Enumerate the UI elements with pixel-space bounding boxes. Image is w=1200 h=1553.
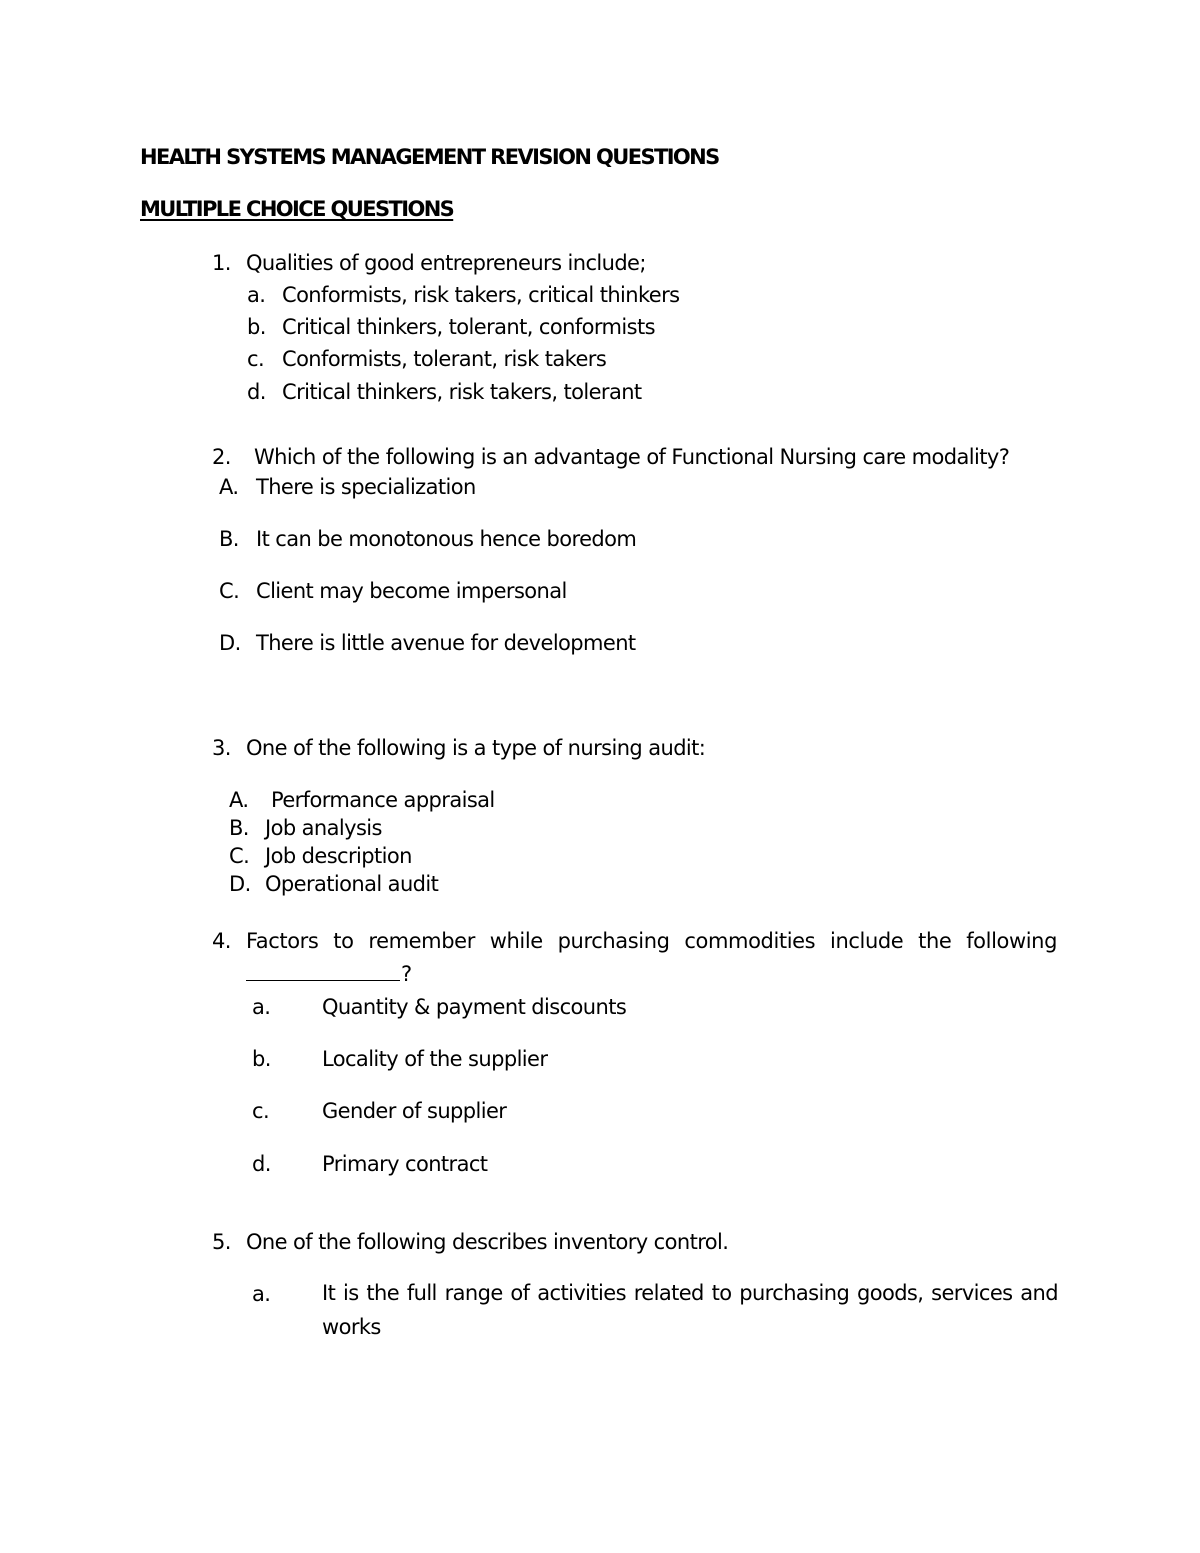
option-label: D. [229,872,251,896]
question-text: One of the following is a type of nursing audit: [246,736,706,760]
option-label: d. [252,1152,271,1176]
question-text: Factors to remember while purchasing commodities include the following [246,929,1057,953]
question-number: 2. [212,445,231,469]
option-label: A. [219,475,239,499]
option-text: Conformists, risk takers, critical thinkers [282,283,680,307]
answer-blank [246,962,400,981]
section-heading: MULTIPLE CHOICE QUESTIONS [140,197,454,221]
option-label: b. [252,1047,271,1071]
option-text: There is little avenue for development [256,631,636,655]
option-text: Critical thinkers, risk takers, tolerant [282,380,642,404]
option-label: B. [219,527,239,551]
option-label: c. [247,347,265,371]
document-title: HEALTH SYSTEMS MANAGEMENT REVISION QUESTIONS [140,145,719,169]
option-text: Job analysis [265,816,382,840]
option-text: Client may become impersonal [256,579,567,603]
option-text: Primary contract [322,1152,488,1176]
option-text: Operational audit [265,872,439,896]
option-label: a. [252,995,271,1019]
option-text: It can be monotonous hence boredom [256,527,637,551]
option-label: C. [219,579,240,603]
option-label: B. [229,816,249,840]
option-text: Conformists, tolerant, risk takers [282,347,607,371]
option-text: Performance appraisal [271,788,495,812]
option-label: a. [247,283,266,307]
option-label: d. [247,380,266,404]
option-text: Gender of supplier [322,1099,507,1123]
question-end-mark: ? [401,962,412,986]
option-text: Critical thinkers, tolerant, conformists [282,315,655,339]
option-text: Locality of the supplier [322,1047,548,1071]
option-text: There is specialization [256,475,476,499]
question-text: Which of the following is an advantage of Functional Nursing care modality? [254,445,1010,469]
answer-blank-line [246,962,412,985]
option-label: D. [219,631,241,655]
question-number: 1. [212,251,231,275]
option-text: Job description [265,844,412,868]
question-number: 3. [212,736,231,760]
option-label: b. [247,315,266,339]
option-label: c. [252,1099,270,1123]
question-text: Qualities of good entrepreneurs include; [246,251,646,275]
question-number: 5. [212,1230,231,1254]
option-label: C. [229,844,250,868]
option-text: Quantity & payment discounts [322,995,627,1019]
option-label: A. [229,788,249,812]
option-label: a. [252,1282,271,1306]
question-number: 4. [212,929,231,953]
option-text: It is the full range of activities related to purchasing goods, services and works [322,1281,1058,1339]
question-text: One of the following describes inventory control. [246,1230,729,1254]
